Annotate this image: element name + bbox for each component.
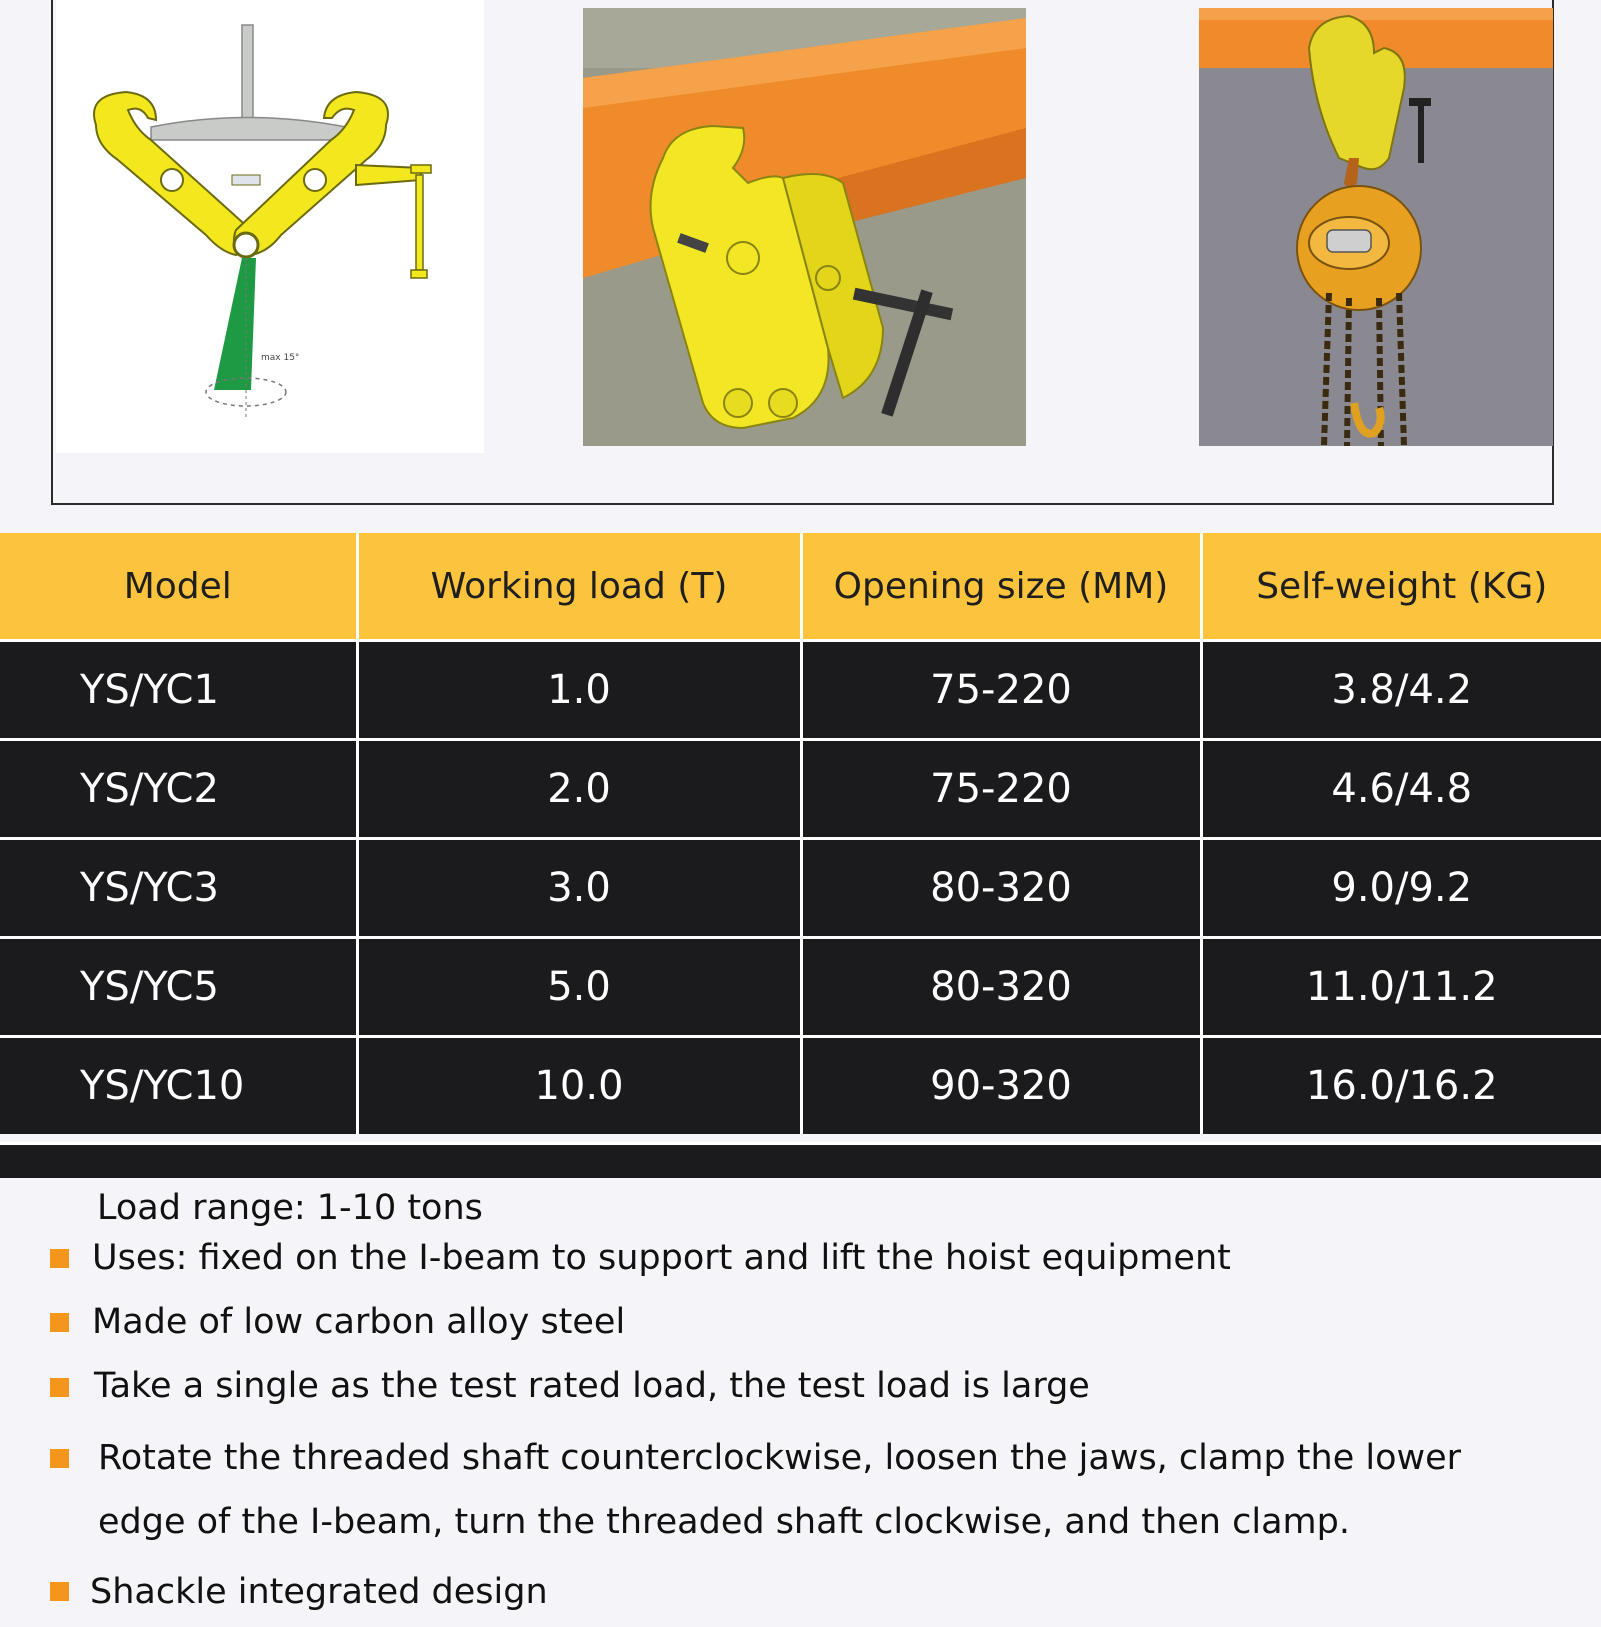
hoist-photo xyxy=(1199,8,1553,446)
diagram-angle-label: max 15° xyxy=(261,353,300,363)
cell-model: YS/YC3 xyxy=(0,839,357,938)
product-image-frame xyxy=(51,0,1554,505)
bullet-square-icon xyxy=(50,1313,69,1332)
cell-working-load: 1.0 xyxy=(357,641,801,740)
clamp-diagram xyxy=(56,0,484,453)
specification-table xyxy=(0,533,1601,1134)
bullet-square-icon xyxy=(50,1449,69,1468)
clamp-photo xyxy=(583,8,1026,446)
cell-model: YS/YC5 xyxy=(0,938,357,1037)
cell-self-weight: 11.0/11.2 xyxy=(1201,938,1601,1037)
note-usage-instructions-continued: edge of the I-beam, turn the threaded shaft clockwise, and then clamp. xyxy=(98,1502,1350,1542)
cell-self-weight: 4.6/4.8 xyxy=(1201,740,1601,839)
table-footer-bar xyxy=(0,1142,1601,1178)
cell-working-load: 5.0 xyxy=(357,938,801,1037)
header-working-load: Working load (T) xyxy=(357,533,801,641)
header-opening-size: Opening size (MM) xyxy=(801,533,1201,641)
cell-model: YS/YC1 xyxy=(0,641,357,740)
cell-working-load: 10.0 xyxy=(357,1037,801,1135)
cell-model: YS/YC10 xyxy=(0,1037,357,1135)
cell-self-weight: 9.0/9.2 xyxy=(1201,839,1601,938)
note-uses: Uses: fixed on the I-beam to support and lift the hoist equipment xyxy=(92,1238,1231,1278)
header-self-weight: Self-weight (KG) xyxy=(1201,533,1601,641)
table-row xyxy=(0,1037,1601,1135)
note-shackle: Shackle integrated design xyxy=(90,1572,548,1612)
cell-opening-size: 90-320 xyxy=(801,1037,1201,1135)
table-row xyxy=(0,938,1601,1037)
cell-working-load: 3.0 xyxy=(357,839,801,938)
load-range-text: Load range: 1-10 tons xyxy=(97,1188,483,1228)
cell-opening-size: 80-320 xyxy=(801,938,1201,1037)
cell-opening-size: 75-220 xyxy=(801,740,1201,839)
cell-opening-size: 80-320 xyxy=(801,839,1201,938)
cell-opening-size: 75-220 xyxy=(801,641,1201,740)
table-header-row xyxy=(0,533,1601,641)
table-row xyxy=(0,641,1601,740)
bullet-square-icon xyxy=(50,1378,69,1397)
cell-working-load: 2.0 xyxy=(357,740,801,839)
cell-self-weight: 16.0/16.2 xyxy=(1201,1037,1601,1135)
table-row xyxy=(0,740,1601,839)
table-row xyxy=(0,839,1601,938)
note-test-load: Take a single as the test rated load, the test load is large xyxy=(94,1366,1090,1406)
cell-model: YS/YC2 xyxy=(0,740,357,839)
note-material: Made of low carbon alloy steel xyxy=(92,1302,626,1342)
header-model: Model xyxy=(0,533,357,641)
bullet-square-icon xyxy=(50,1582,69,1601)
cell-self-weight: 3.8/4.2 xyxy=(1201,641,1601,740)
note-usage-instructions: Rotate the threaded shaft counterclockwise, loosen the jaws, clamp the lower xyxy=(98,1438,1462,1478)
bullet-square-icon xyxy=(50,1249,69,1268)
